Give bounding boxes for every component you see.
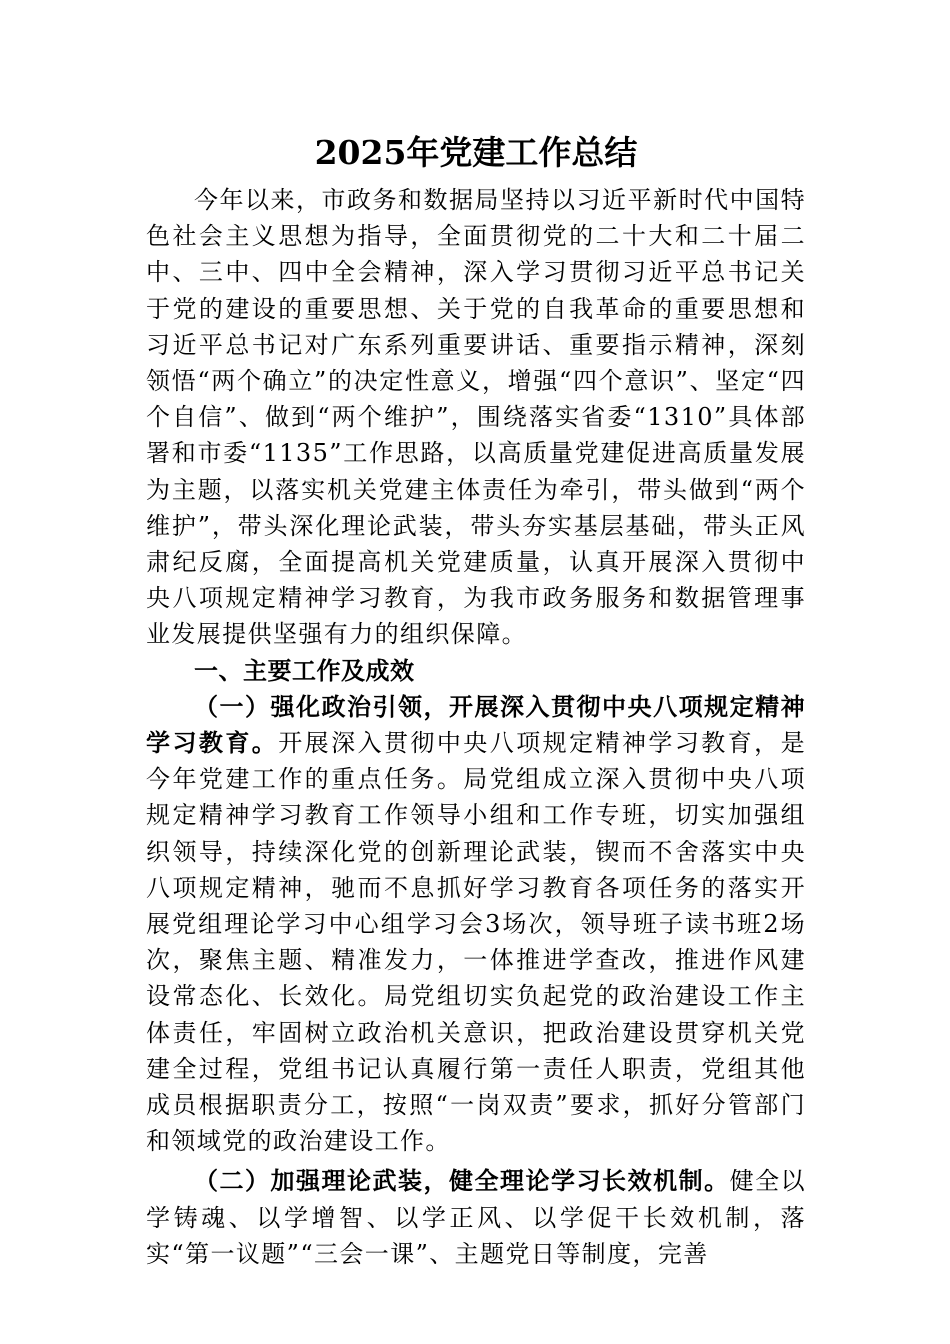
section-heading-main-work: 一、主要工作及成效 — [194, 656, 415, 685]
item-2-paragraph — [146, 1163, 806, 1272]
intro-paragraph: 今年以来，市政务和数据局坚持以习近平新时代中国特色社会主义思想为指导，全面贯彻党的二十大和二十届二中、三中、四中全会精神，深入学习贯彻习近平总书记关于党的建设的重要思想、关于党的自我革命的重要思想和习近平总书记对广东系列重要讲话、重要指示精神，深刻领悟“两个确立”的决定性意义，增强“四个意识”、坚定“四个自信”、做到“两个维护”，围绕落实省委“1310”具体部署和市委“1135”工作思路，以高质量党建促进高质量发展为主题，以落实机关党建主体责任为牵引，带头做到“两个维护”，带头深化理论武装，带头夯实基层基础，带头正风肃纪反腐，全面提高机关党建质量，认真开展深入贯彻中央八项规定精神学习教育，为我市政务服务和数据管理事业发展提供坚强有力的组织保障。 — [146, 186, 806, 649]
document-title: 2025年党建工作总结 — [314, 133, 638, 172]
item-1-paragraph — [146, 689, 806, 1160]
item-2-lead: （二）加强理论武装，健全理论学习长效机制。 — [194, 1166, 730, 1196]
item-1-lead: （一）强化政治引领，开展深入贯彻中央八项规定精神学习教育。 — [146, 691, 806, 758]
document-page — [146, 128, 806, 1272]
item-1-body: 开展深入贯彻中央八项规定精神学习教育，是今年党建工作的重点任务。局党组成立深入贯彻中央八项规定精神学习教育工作领导小组和工作专班，切实加强组织领导，持续深化党的创新理论武装，锲而不舍落实中央八项规定精神，驰而不息抓好学习教育各项任务的落实开展党组理论学习中心组学习会3场次，领导班子读书班2场次，聚焦主题、精准发力，一体推进学查改，推进作风建设常态化、长效化。局党组切实负起党的政治建设工作主体责任，牢固树立政治机关意识，把政治建设贯穿机关党建全过程，党组书记认真履行第一责任人职责，党组其他成员根据职责分工，按照“一岗双责”要求，抓好分管部门和领域党的政治建设工作。 — [146, 729, 807, 1156]
item-2-body: 健全以学铸魂、以学增智、以学正风、以学促干长效机制，落实“第一议题”“三会一课”、主题党日等制度，完善 — [146, 1167, 807, 1268]
